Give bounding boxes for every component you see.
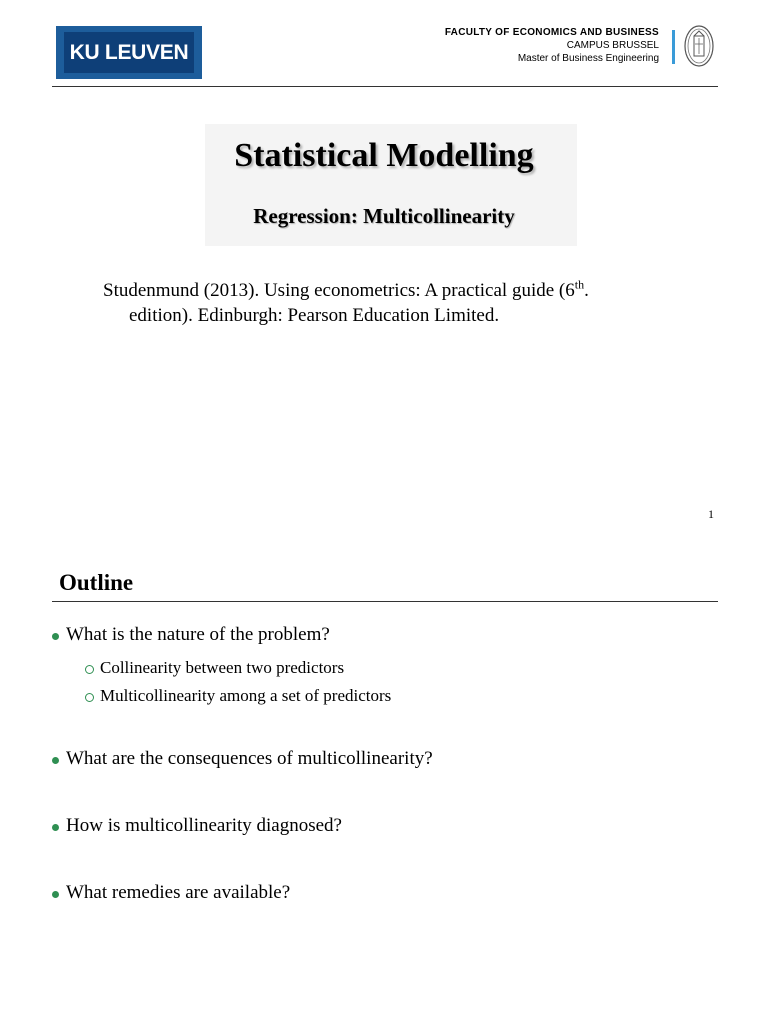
slide-2	[0, 540, 768, 1024]
university-seal-icon	[683, 24, 715, 68]
faculty-info	[445, 26, 659, 65]
header-accent-bar	[672, 30, 675, 64]
outline-item-text: How is multicollinearity diagnosed?	[66, 815, 342, 836]
bullet-ring-icon	[85, 693, 94, 702]
bullet-dot-icon	[52, 633, 59, 640]
outline-item-text: What are the consequences of multicollinearity?	[66, 748, 433, 769]
reference-superscript: th	[574, 277, 585, 292]
bullet-dot-icon	[52, 824, 59, 831]
outline-item	[52, 748, 433, 770]
ku-leuven-logo	[56, 26, 202, 79]
program-name: Master of Business Engineering	[517, 53, 659, 64]
outline-item	[52, 882, 290, 904]
outline-item	[52, 624, 330, 646]
outline-subitem	[85, 686, 391, 706]
outline-subitem-text: Multicollinearity among a set of predictors	[100, 686, 392, 705]
outline-subitem	[85, 658, 344, 678]
logo-text: KU LEUVEN	[64, 32, 194, 73]
reference-line-2: edition). Edinburgh: Pearson Education Limited.	[129, 305, 500, 326]
bullet-dot-icon	[52, 891, 59, 898]
reference-period: .	[584, 280, 589, 301]
outline-item-text: What remedies are available?	[66, 882, 291, 903]
bullet-dot-icon	[52, 757, 59, 764]
outline-divider	[52, 601, 718, 602]
bullet-ring-icon	[85, 665, 94, 674]
reference-text: Studenmund (2013). Using econometrics: A practical guide (6	[103, 280, 575, 301]
outline-item	[52, 815, 342, 837]
slide-title: Statistical Modelling	[234, 137, 534, 174]
page-number: 1	[708, 507, 714, 521]
slide-subtitle: Regression: Multicollinearity	[253, 204, 515, 228]
outline-title: Outline	[59, 570, 134, 595]
reference-line-1	[103, 278, 683, 303]
header-divider	[52, 86, 718, 87]
campus-name: CAMPUS BRUSSEL	[566, 40, 659, 51]
outline-item-text: What is the nature of the problem?	[66, 624, 330, 645]
reference-citation	[103, 278, 683, 328]
faculty-name: FACULTY OF ECONOMICS AND BUSINESS	[444, 27, 659, 38]
outline-subitem-text: Collinearity between two predictors	[100, 658, 345, 677]
